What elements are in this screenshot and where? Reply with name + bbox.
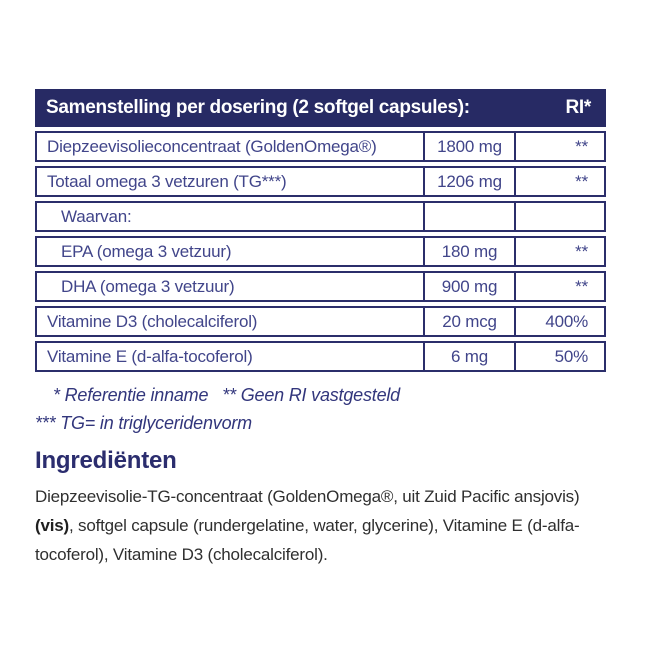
footnotes: [35, 381, 400, 437]
ingredients-text-part2: , softgel capsule (rundergelatine, water, glycerine), Vitamine E (d-alfa-tocoferol), Vitamine D3 (cholecalciferol).: [35, 516, 580, 564]
row-ri-value: **: [575, 171, 588, 191]
footnote-line-1: [35, 381, 400, 409]
row-label: EPA (omega 3 vetzuur): [37, 238, 425, 265]
composition-table-header: [35, 89, 606, 127]
row-amount: [425, 203, 516, 230]
row-label: DHA (omega 3 vetzuur): [37, 273, 425, 300]
ingredients-paragraph: [35, 482, 620, 569]
row-ri-value: 400%: [545, 311, 588, 331]
ingredients-text-part1: Diepzeevisolie-TG-concentraat (GoldenOmega®, uit Zuid Pacific ansjovis): [35, 487, 580, 506]
row-amount: 20 mcg: [425, 308, 516, 335]
table-row: [35, 166, 606, 197]
table-row: [35, 271, 606, 302]
row-label: Waarvan:: [37, 203, 425, 230]
row-amount: 1800 mg: [425, 133, 516, 160]
row-ri-value: **: [575, 241, 588, 261]
row-ri-value: **: [575, 276, 588, 296]
row-amount: 180 mg: [425, 238, 516, 265]
table-header-title: Samenstelling per dosering (2 softgel capsules):: [46, 97, 470, 118]
composition-table: [35, 89, 606, 372]
row-ri-value: 50%: [554, 346, 588, 366]
footnote-no-ri-set: ** Geen RI vastgesteld: [222, 385, 400, 405]
table-row: [35, 201, 606, 232]
table-row: [35, 236, 606, 267]
footnote-tg-form: *** TG= in triglyceridenvorm: [35, 413, 252, 433]
row-amount: 1206 mg: [425, 168, 516, 195]
table-row: [35, 131, 606, 162]
table-row: [35, 341, 606, 372]
row-label: Diepzeevisolieconcentraat (GoldenOmega®): [37, 133, 425, 160]
row-label: Vitamine D3 (cholecalciferol): [37, 308, 425, 335]
row-label: Totaal omega 3 vetzuren (TG***): [37, 168, 425, 195]
footnote-reference-intake: * Referentie inname: [53, 385, 209, 405]
table-row: [35, 306, 606, 337]
ingredients-vis-allergen: (vis): [35, 516, 69, 535]
row-ri-value: **: [575, 136, 588, 156]
table-header-ri-label: RI*: [565, 97, 591, 118]
row-ri-value: [516, 203, 604, 230]
row-amount: 900 mg: [425, 273, 516, 300]
row-label: Vitamine E (d-alfa-tocoferol): [37, 343, 425, 370]
ingredients-heading: Ingrediënten: [35, 447, 177, 474]
row-amount: 6 mg: [425, 343, 516, 370]
